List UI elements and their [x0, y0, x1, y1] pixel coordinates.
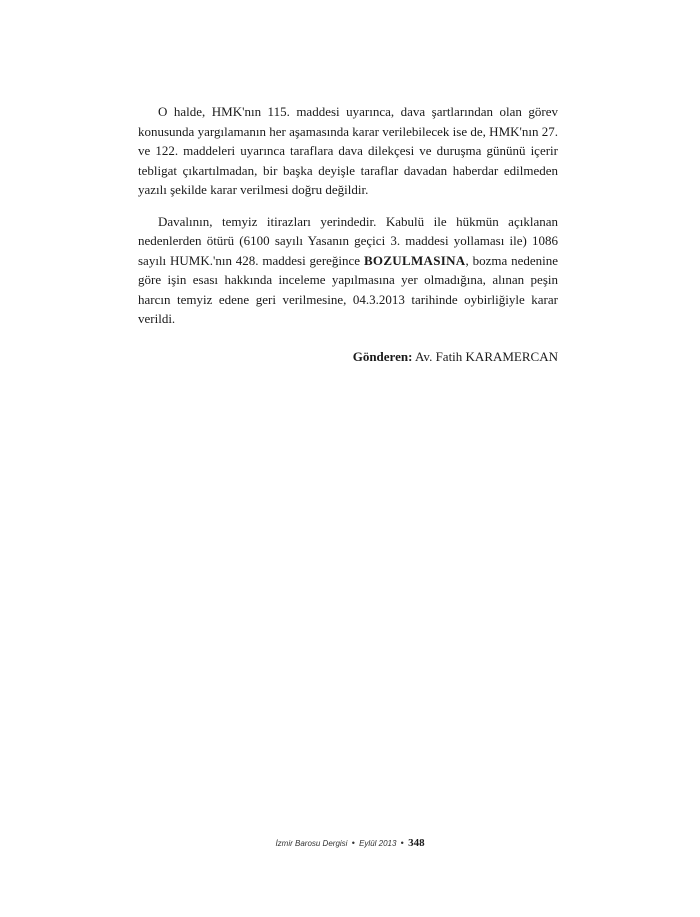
footer-page-number: 348: [408, 837, 425, 849]
sender-line: [138, 347, 558, 367]
paragraph-2-bold-word: BOZULMASINA: [363, 252, 466, 268]
page-content: [138, 102, 558, 366]
footer-separator-1: •: [351, 838, 355, 848]
paragraph-2-text-before: Davalının, temyiz itirazları yerindedir. Kabulü ile hükmün açıklanan nedenlerden ötürü (6100 sayılı Yasanın geçici 3. maddesi yollaması ile) 1086 sayılı HUMK.'nın 428. maddesi gereğince: [138, 213, 558, 268]
footer-journal-name: İzmir Barosu Dergisi: [275, 839, 348, 848]
footer-separator-2: •: [400, 838, 404, 848]
sender-label: Gönderen:: [352, 348, 413, 364]
paragraph-1: O halde, HMK'nın 115. maddesi uyarınca, dava şartlarından olan görev konusunda yargılamanın her aşamasında karar verilebilecek ise de, HMK'nın 27. ve 122. maddeleri uyarınca taraflara dava dilekçesi ve duruşma gününü içerir tebligat çıkartılmadan, bir başka deyişle taraflar davadan haberdar edilmeden yazılı şekilde karar verilmesi doğru değildir.: [138, 104, 558, 197]
sender-name: Av. Fatih KARAMERCAN: [414, 348, 558, 364]
paragraph-2: [138, 212, 558, 329]
footer-issue: Eylül 2013: [359, 839, 397, 848]
paragraph-2-text-after: , bozma nedenine göre işin esası hakkında inceleme yapılmasına yer olmadığına, alınan peşin harcın temyiz edene geri verilmesine, 04.3.2013 tarihinde oybirliğiyle karar verildi.: [138, 252, 559, 326]
page-footer: [0, 837, 700, 849]
